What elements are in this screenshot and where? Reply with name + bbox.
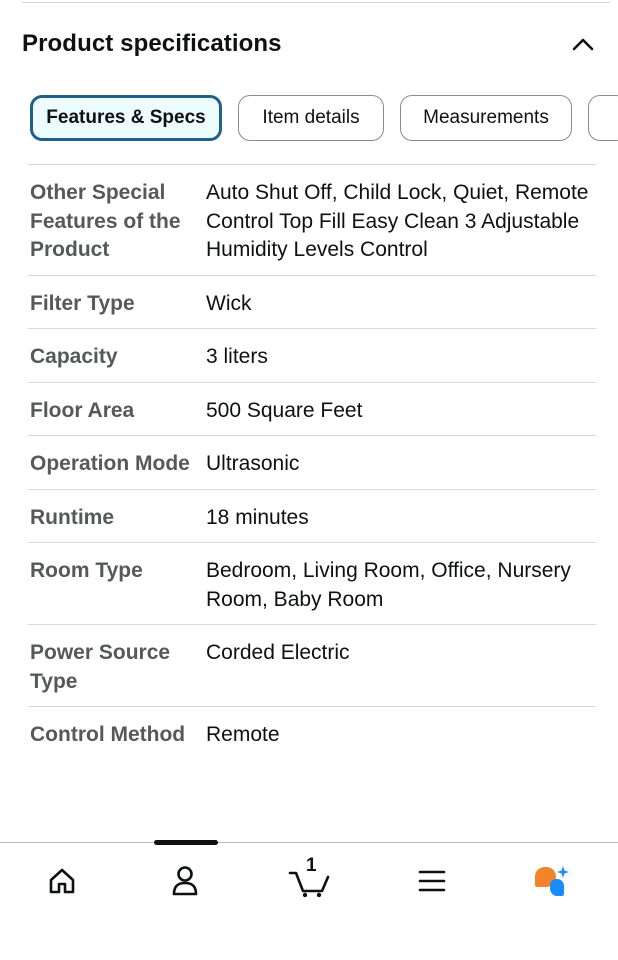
nav-home[interactable] [42,861,82,901]
nav-menu[interactable] [412,861,452,901]
chevron-up-icon[interactable] [568,29,598,59]
tab-features-specs[interactable]: Features & Specs [30,95,222,141]
nav-rufus-ai[interactable] [532,861,572,901]
cart-count-badge: 1 [306,855,317,876]
active-nav-indicator [154,840,218,845]
table-row [28,275,596,329]
spec-key: Power Source Type [30,641,171,693]
spec-value: Bedroom, Living Room, Office, Nursery Room, Baby Room [206,559,571,611]
top-divider [22,2,610,3]
bottom-navigation [0,842,618,960]
tab-item-details[interactable]: Item details [238,95,384,141]
spec-value: Ultrasonic [206,452,300,475]
table-row [28,624,596,706]
nav-account[interactable] [165,861,205,901]
spec-key: Runtime [30,505,114,529]
spec-value: Corded Electric [206,641,350,664]
spec-value: Remote [206,723,280,746]
table-row [28,382,596,436]
spec-key: Other Special Features of the Product [30,181,181,261]
home-icon [47,866,77,896]
spec-key: Operation Mode [30,452,190,475]
table-row [28,706,596,760]
spec-key: Floor Area [30,398,135,422]
specifications-header[interactable] [22,24,598,64]
table-row [28,164,596,275]
table-row [28,489,596,543]
spec-tabs [30,95,618,141]
rufus-ai-icon [532,863,572,899]
nav-cart[interactable] [287,855,333,901]
table-row [28,328,596,382]
tab-more-partial[interactable] [588,95,618,141]
spec-key: Capacity [30,345,118,368]
spec-key: Control Method [30,723,186,746]
spec-value: 3 liters [206,345,268,368]
account-icon [170,865,200,897]
table-row [28,435,596,489]
table-row [28,542,596,624]
section-title: Product specifications [22,30,282,57]
tab-measurements[interactable]: Measurements [400,95,572,141]
spec-table [28,164,596,760]
spec-value: 18 minutes [206,505,309,529]
spec-value: 500 Square Feet [206,398,363,422]
spec-key: Filter Type [30,291,135,315]
spec-key: Room Type [30,559,143,582]
spec-value: Auto Shut Off, Child Lock, Quiet, Remote Control Top Fill Easy Clean 3 Adjustable Humidity Levels Control [206,181,589,261]
menu-icon [417,868,447,894]
spec-value: Wick [206,291,252,315]
